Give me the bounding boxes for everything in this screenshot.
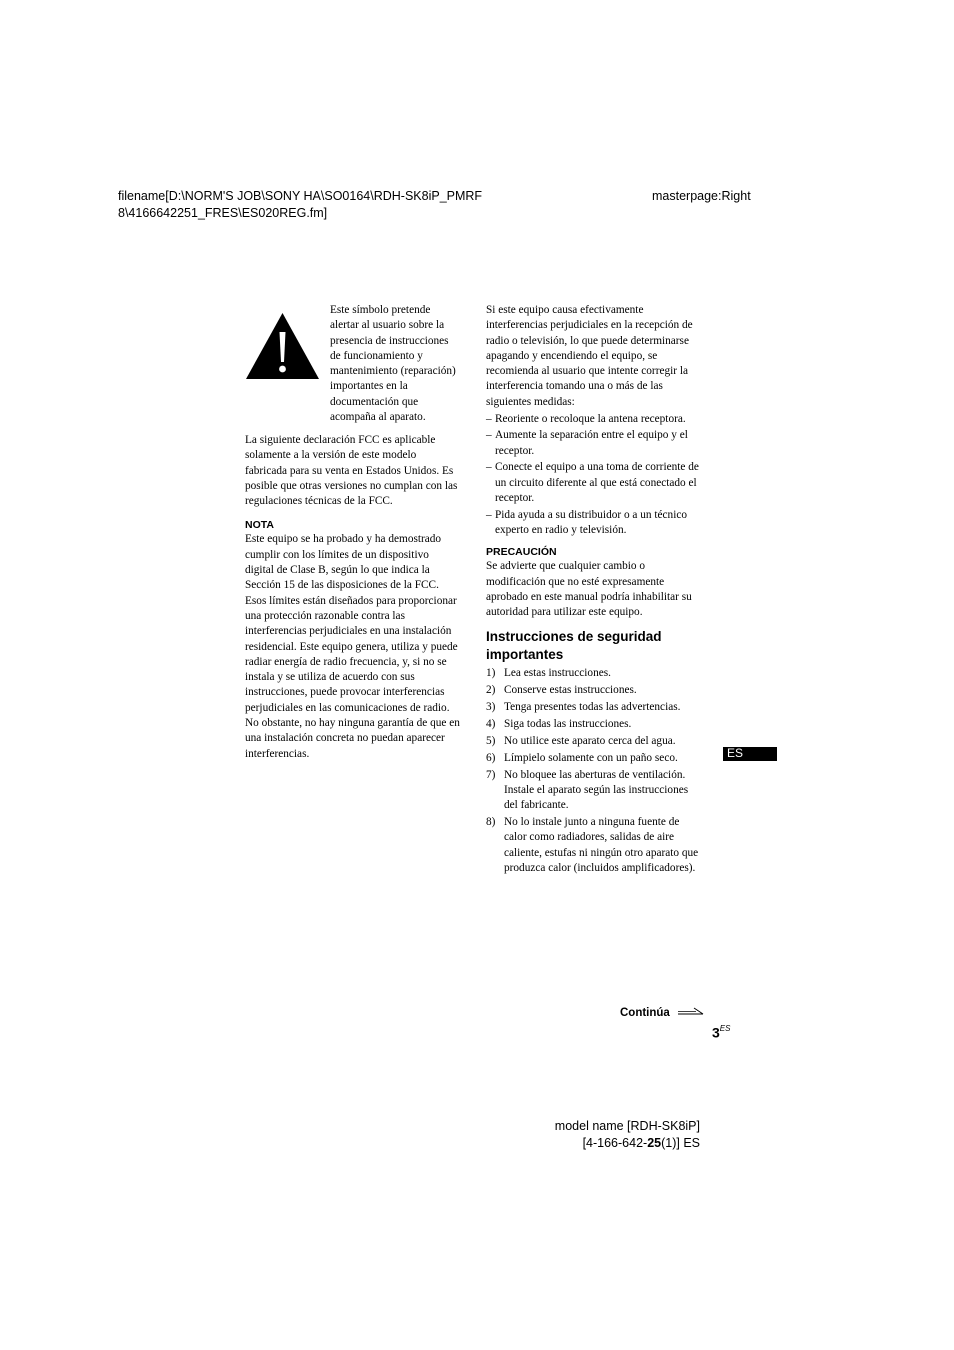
list-item — [486, 700, 702, 715]
language-tab-label: ES — [727, 746, 744, 760]
warning-triangle-icon — [245, 312, 320, 380]
masterpage-label: masterpage:Right — [652, 189, 751, 203]
list-item: – Reoriente o recoloque la antena receptora. — [486, 412, 686, 425]
list-item-number: 2) — [486, 683, 496, 696]
instructions-list — [486, 666, 702, 877]
list-item-text: Tenga presentes todas las advertencias. — [504, 700, 681, 713]
list-item-text: Lea estas instrucciones. — [504, 666, 611, 679]
warning-description: Este símbolo pretende alertar al usuario sobre la presencia de instrucciones de funcionamiento y mantenimiento (reparación) importantes en la documentación que acompaña al aparato. — [330, 304, 456, 424]
fcc-paragraph: La siguiente declaración FCC es aplicable solamente a la versión de este modelo fabricada para su venta en Estados Unidos. Es posible que otras versiones no cumplan con las regulaciones técnicas de la FCC. — [245, 434, 458, 508]
list-item — [486, 666, 702, 681]
list-item-text: Pida ayuda a su distribuidor o a un técnico experto en radio y televisión. — [495, 508, 688, 537]
interference-intro: Si este equipo causa efectivamente interferencias perjudiciales en la recepción de radio o televisión, lo que puede determinarse apagando y encendiendo el equipo, se recomienda al usuario que intente corregir la interferencia tomando una o más de las siguientes medidas: — [486, 304, 693, 408]
model-name-line: model name [RDH-SK8iP] — [554, 1119, 700, 1133]
list-item-text: Reoriente o recoloque la antena receptora. — [495, 412, 686, 425]
list-item-text: Aumente la separación entre el equipo y el receptor. — [495, 429, 688, 457]
model-name-block — [555, 1118, 700, 1152]
list-item-text: No bloquee las aberturas de ventilación. Instale el aparato según las instrucciones del fabricante. — [504, 768, 689, 812]
list-item — [486, 717, 702, 732]
list-item-text: Límpielo solamente con un paño seco. — [504, 751, 678, 764]
list-item — [486, 683, 702, 698]
list-item-text: No utilice este aparato cerca del agua. — [504, 734, 676, 747]
language-tab — [723, 747, 777, 761]
list-item-text: No lo instale junto a ninguna fuente de calor como radiadores, salidas de aire caliente, estufas ni ningún otro aparato que produzca calor (incluidos amplificadores). — [504, 816, 699, 875]
filename-line-1: filename[D:\NORM'S JOB\SONY HA\SO0164\RDH-SK8iP_PMRF — [118, 189, 483, 203]
list-item-text: Siga todas las instrucciones. — [504, 717, 632, 730]
filename-line-2: 8\4166642251_FRES\ES020REG.fm] — [118, 206, 328, 220]
list-item — [486, 751, 702, 766]
page-number-digit: 3 — [712, 1024, 720, 1041]
list-item-number: 4) — [486, 717, 496, 730]
list-item-number: 3) — [486, 700, 496, 713]
list-item — [486, 768, 702, 814]
model-code-line — [555, 1135, 700, 1152]
left-column — [245, 433, 460, 762]
instructions-heading: Instrucciones de seguridad importantes — [486, 628, 662, 662]
list-item: – Aumente la separación entre el equipo y el receptor. — [486, 429, 688, 457]
filename-label — [118, 188, 538, 222]
measures-list — [486, 412, 702, 539]
page-number-suffix: ES — [719, 1024, 731, 1033]
model-code-prefix: [4-166-642- — [582, 1136, 648, 1150]
list-item: – Conecte el equipo a una toma de corriente de un circuito diferente al que está conectado el receptor. — [486, 461, 699, 505]
nota-paragraph: Este equipo se ha probado y ha demostrado cumplir con los límites de un dispositivo digital de Clase B, según lo que indica la Sección 15 de las disposiciones de la FCC. Esos límites están diseñados para proporcionar una protección razonable contra las interferencias perjudiciales en una instalación residencial. Este equipo genera, utiliza y puede radiar energía de radio frecuencia, y, si no se instala y se utiliza de acuerdo con sus instrucciones, puede provocar interferencias perjudiciales en las comunicaciones de radio. No obstante, no hay ninguna garantía de que en una instalación concreta no puedan aparecer interferencias. — [245, 533, 460, 760]
model-code-revision: 25 — [647, 1136, 662, 1150]
list-item: – Pida ayuda a su distribuidor o a un técnico experto en radio y televisión. — [486, 508, 688, 537]
continue-label: Continúa — [620, 1007, 670, 1019]
precaucion-heading: PRECAUCIÓN — [486, 546, 557, 559]
model-code-suffix: (1)] ES — [661, 1136, 700, 1150]
list-item-number: 1) — [486, 666, 496, 679]
list-item-number: 7) — [486, 768, 496, 781]
list-item — [486, 815, 702, 876]
nota-heading: NOTA — [245, 519, 274, 532]
list-item — [486, 734, 702, 749]
list-item-number: 5) — [486, 734, 496, 747]
precaucion-paragraph: Se advierte que cualquier cambio o modificación que no esté expresamente aprobado en este manual podría inhabilitar su autoridad para utilizar este equipo. — [486, 560, 692, 619]
list-item-number: 8) — [486, 816, 496, 829]
list-item-text: Conserve estas instrucciones. — [504, 683, 637, 696]
continue-arrow-icon — [678, 1003, 704, 1021]
list-item-text: Conecte el equipo a una toma de corriente de un circuito diferente al que está conectado el receptor. — [495, 461, 699, 505]
right-column — [486, 303, 702, 876]
continue-indicator — [620, 1003, 704, 1021]
page-number — [712, 1024, 730, 1042]
list-item-number: 6) — [486, 751, 496, 764]
